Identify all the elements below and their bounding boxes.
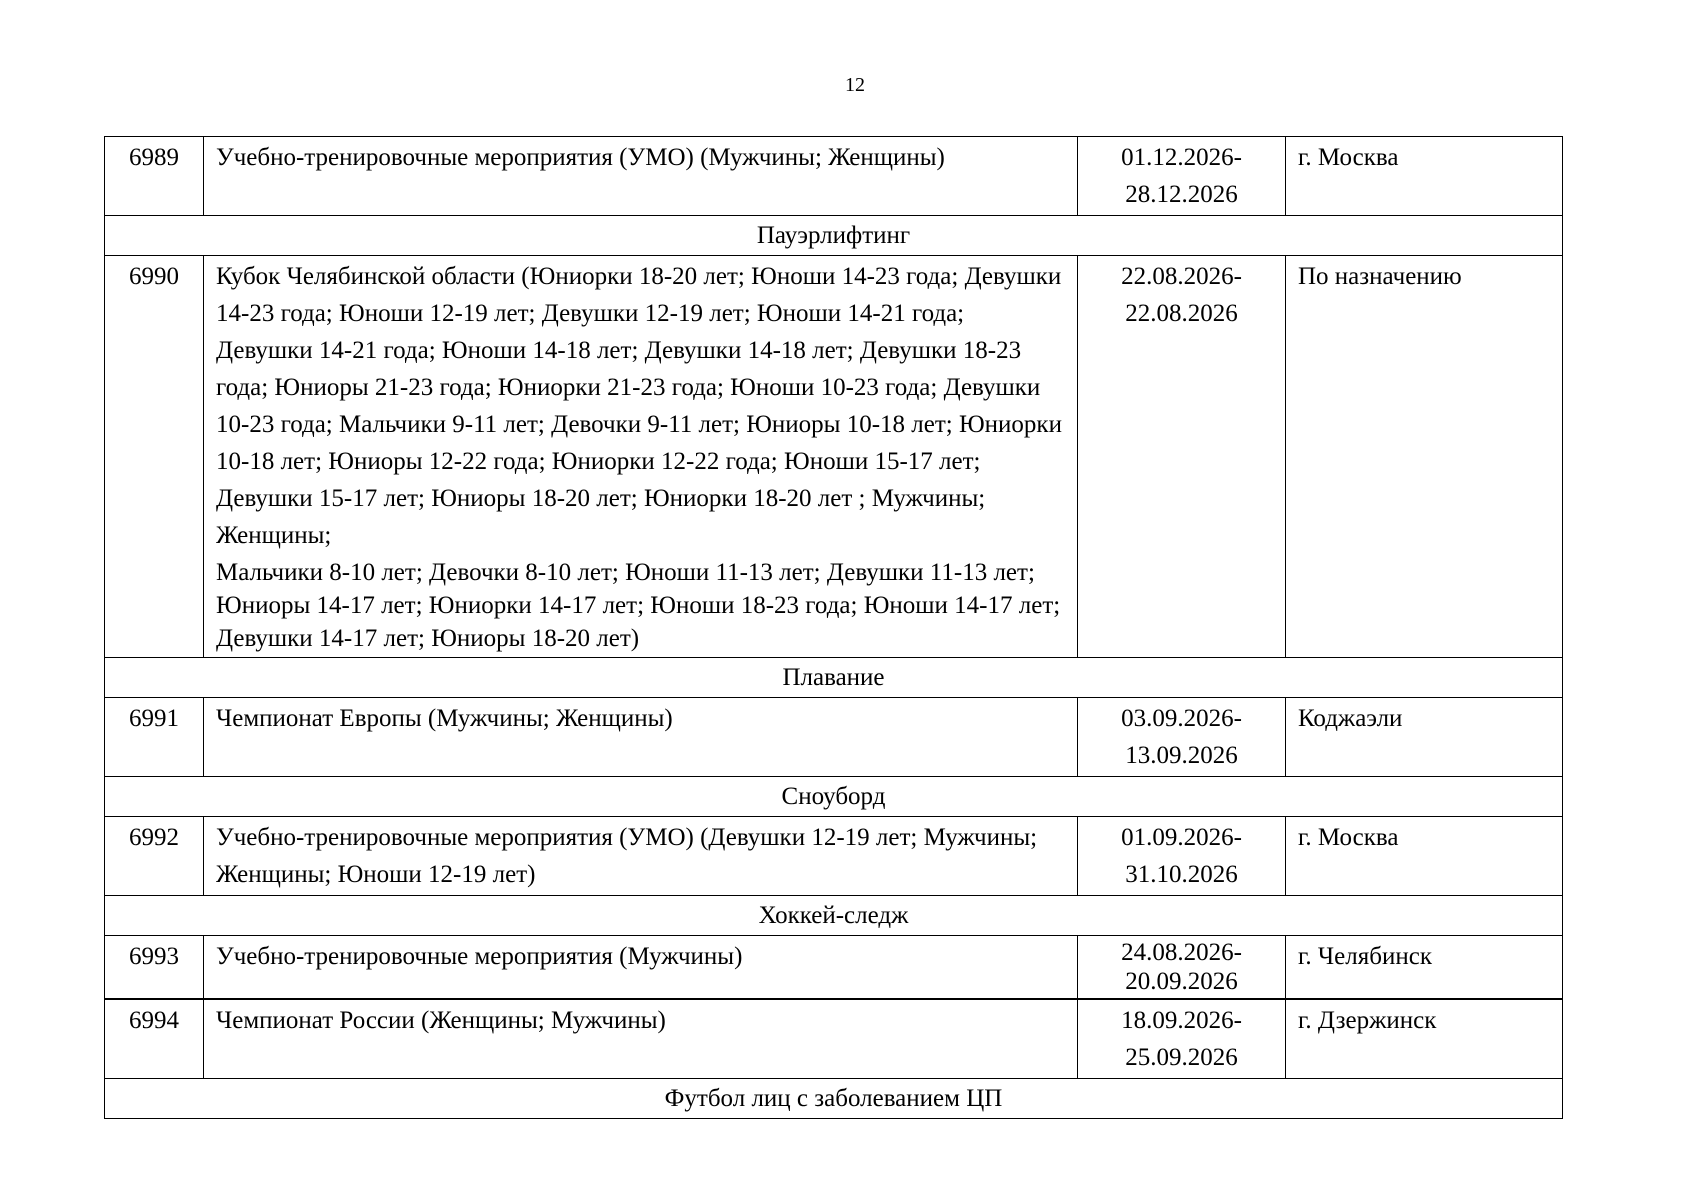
date-start: 01.12.2026- [1121,144,1242,171]
table-row [105,999,1563,1079]
date-end: 22.08.2026 [1125,300,1238,327]
date-end: 20.09.2026 [1125,968,1238,995]
date-start: 24.08.2026- [1121,939,1242,966]
event-name: Учебно-тренировочные мероприятия (Мужчины) [204,936,1078,1000]
event-number: 6993 [105,936,204,1000]
event-place: г. Дзержинск [1286,999,1563,1079]
date-end: 28.12.2026 [1125,181,1238,208]
section-row [105,658,1563,698]
event-dates [1078,137,1286,216]
event-name: Учебно-тренировочные мероприятия (УМО) (Мужчины; Женщины) [204,137,1078,216]
event-name: Учебно-тренировочные мероприятия (УМО) (Девушки 12-19 лет; Мужчины; Женщины; Юноши 12-19 лет) [204,817,1078,896]
event-number: 6994 [105,999,204,1079]
section-row [105,216,1563,256]
section-title: Плавание [105,658,1563,698]
date-end: 31.10.2026 [1125,861,1238,888]
event-dates [1078,817,1286,896]
event-number: 6989 [105,137,204,216]
event-name: Чемпионат Европы (Мужчины; Женщины) [204,698,1078,777]
event-dates [1078,999,1286,1079]
table-row [105,137,1563,216]
date-start: 01.09.2026- [1121,824,1242,851]
event-name-continued: Мальчики 8-10 лет; Девочки 8-10 лет; Юноши 11-13 лет; Девушки 11-13 лет; Юниоры 14-17 лет; Юниорки 14-17 лет; Юноши 18-23 года; Юноши 14-17 лет; Девушки 14-17 лет; Юниоры 18-20 лет) [216,559,1061,652]
section-title: Футбол лиц с заболеванием ЦП [105,1079,1563,1119]
event-number: 6992 [105,817,204,896]
page-number: 12 [845,74,865,96]
event-name-cell [204,256,1078,658]
event-place: г. Москва [1286,137,1563,216]
table-row [105,698,1563,777]
section-row [105,1079,1563,1119]
section-title: Хоккей-следж [105,896,1563,936]
date-end: 25.09.2026 [1125,1044,1238,1071]
date-start: 22.08.2026- [1121,263,1242,290]
event-dates [1078,936,1286,1000]
events-table [104,136,1563,1119]
section-title: Пауэрлифтинг [105,216,1563,256]
date-end: 13.09.2026 [1125,742,1238,769]
section-row [105,777,1563,817]
event-place: По назначению [1286,256,1563,658]
event-number: 6991 [105,698,204,777]
event-dates [1078,256,1286,658]
event-dates [1078,698,1286,777]
event-number: 6990 [105,256,204,658]
table-row [105,256,1563,658]
date-start: 18.09.2026- [1121,1007,1242,1034]
table-row [105,817,1563,896]
section-row [105,896,1563,936]
section-title: Сноуборд [105,777,1563,817]
event-name: Чемпионат России (Женщины; Мужчины) [204,999,1078,1079]
event-name: Кубок Челябинской области (Юниорки 18-20 лет; Юноши 14-23 года; Девушки 14-23 года; Юноши 12-19 лет; Девушки 12-19 лет; Юноши 14-21 года; Девушки 14-21 года; Юноши 14-18 лет; Девушки 14-18 лет; Девушки 18-23 года; Юниоры 21-23 года; Юниорки 21-23 года; Юноши 10-23 года; Девушки 10-23 года; Мальчики 9-11 лет; Девочки 9-11 лет; Юниоры 10-18 лет; Юниорки 10-18 лет; Юниоры 12-22 года; Юниорки 12-22 года; Юноши 15-17 лет; Девушки 15-17 лет; Юниоры 18-20 лет; Юниорки 18-20 лет ; Мужчины; Женщины; [216,263,1062,549]
table-row [105,936,1563,1000]
event-place: г. Челябинск [1286,936,1563,1000]
event-place: г. Москва [1286,817,1563,896]
date-start: 03.09.2026- [1121,705,1242,732]
event-place: Коджаэли [1286,698,1563,777]
